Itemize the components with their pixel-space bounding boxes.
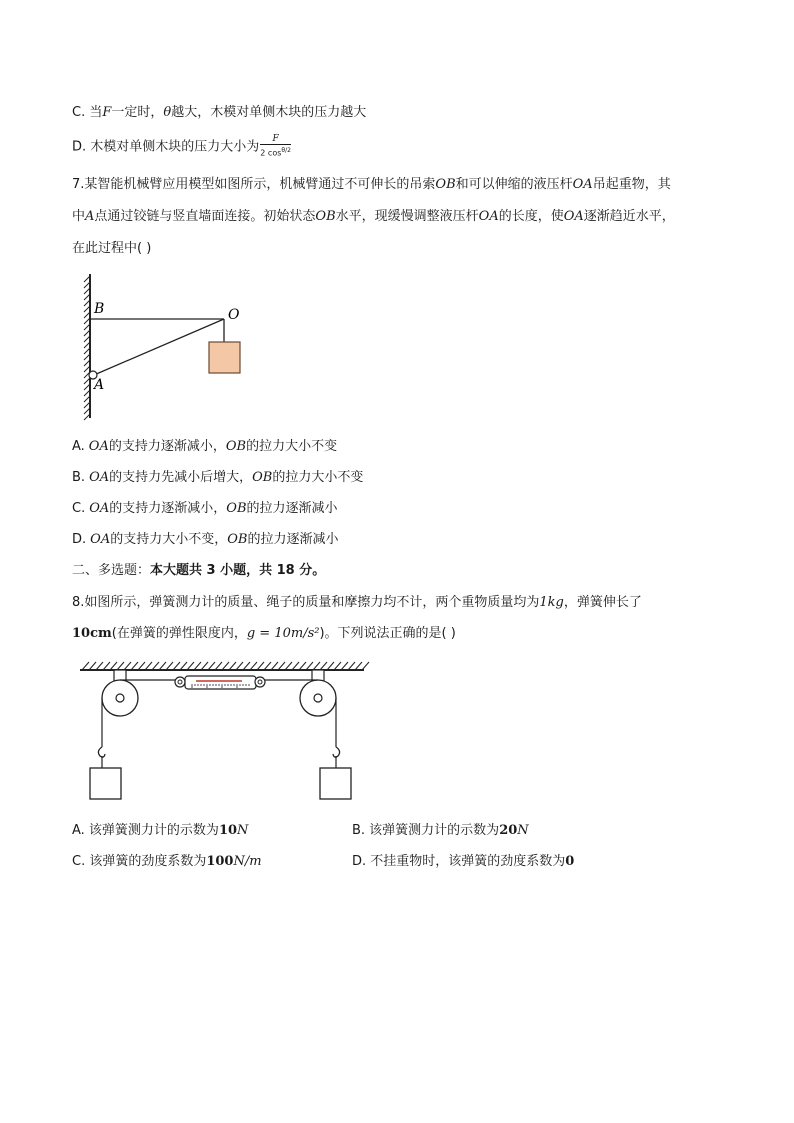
math-var: OA	[478, 209, 499, 224]
math-var: OA	[572, 177, 593, 192]
q8-option-b: B. 该弹簧测力计的示数为20N	[352, 823, 529, 838]
q8-option-c: C. 该弹簧的劲度系数为100N/m	[72, 854, 262, 869]
left-weight	[90, 768, 121, 799]
q7-option-d: D. OA的支持力大小不变，OB的拉力逐渐减小	[72, 532, 339, 547]
rod-oa	[94, 319, 224, 375]
math-var: OB	[315, 209, 336, 224]
q8-stem-line1: 8.如图所示，弹簧测力计的质量、绳子的质量和摩擦力均不计，两个重物质量均为1kg，弹簧伸长了	[72, 595, 642, 610]
q8-option-a: A. 该弹簧测力计的示数为10N	[72, 823, 249, 838]
label-b: B	[94, 301, 105, 317]
q7-stem-line3: 在此过程中( )	[72, 241, 152, 256]
left-hook-icon	[98, 747, 105, 757]
label-a: A	[94, 377, 105, 393]
q6-option-c: C. 当F一定时，θ越大，木模对单侧木块的压力越大	[72, 105, 367, 120]
math-var: A	[85, 209, 95, 224]
q7-option-b: B. OA的支持力先减小后增大，OB的拉力大小不变	[72, 470, 364, 485]
q7-option-c: C. OA的支持力逐渐减小，OB的拉力逐渐减小	[72, 501, 338, 516]
q7-stem-line1: 7.某智能机械臂应用模型如图所示，机械臂通过不可伸长的吊索OB和可以伸缩的液压杆OA吊起重物，其	[72, 177, 671, 192]
left-pulley	[102, 670, 138, 716]
math-var: OB	[435, 177, 456, 192]
q8-stem-line2: 10cm(在弹簧的弹性限度内，g = 10m/s²)。下列说法正确的是( )	[72, 626, 456, 641]
q8-option-d: D. 不挂重物时，该弹簧的劲度系数为0	[352, 854, 575, 869]
q7-figure	[72, 272, 262, 422]
weight-block	[209, 342, 240, 373]
ceiling	[80, 662, 369, 670]
q7-option-a: A. OA的支持力逐渐减小，OB的拉力大小不变	[72, 439, 338, 454]
fraction: $\frac{F}{2 \cos^{\theta/2}}$	[260, 134, 291, 158]
section-heading: 二、多选题：本大题共 3 小题，共 18 分。	[72, 563, 326, 578]
q8-figure	[72, 652, 372, 804]
wall-hatching	[84, 274, 90, 420]
q6-option-d: D. 木模对单侧木块的压力大小为 $\frac{F}{2 \cos^{\theta/2}}$	[72, 134, 291, 158]
spring-scale	[175, 676, 265, 689]
right-hook-icon	[333, 747, 340, 757]
label-o: O	[228, 307, 240, 323]
math-var: OA	[563, 209, 584, 224]
right-pulley	[300, 670, 336, 716]
right-weight	[320, 768, 351, 799]
q7-stem-line2: 中A点通过铰链与竖直墙面连接。初始状态OB水平，现缓慢调整液压杆OA的长度，使OA逐渐趋近水平，	[72, 209, 675, 224]
